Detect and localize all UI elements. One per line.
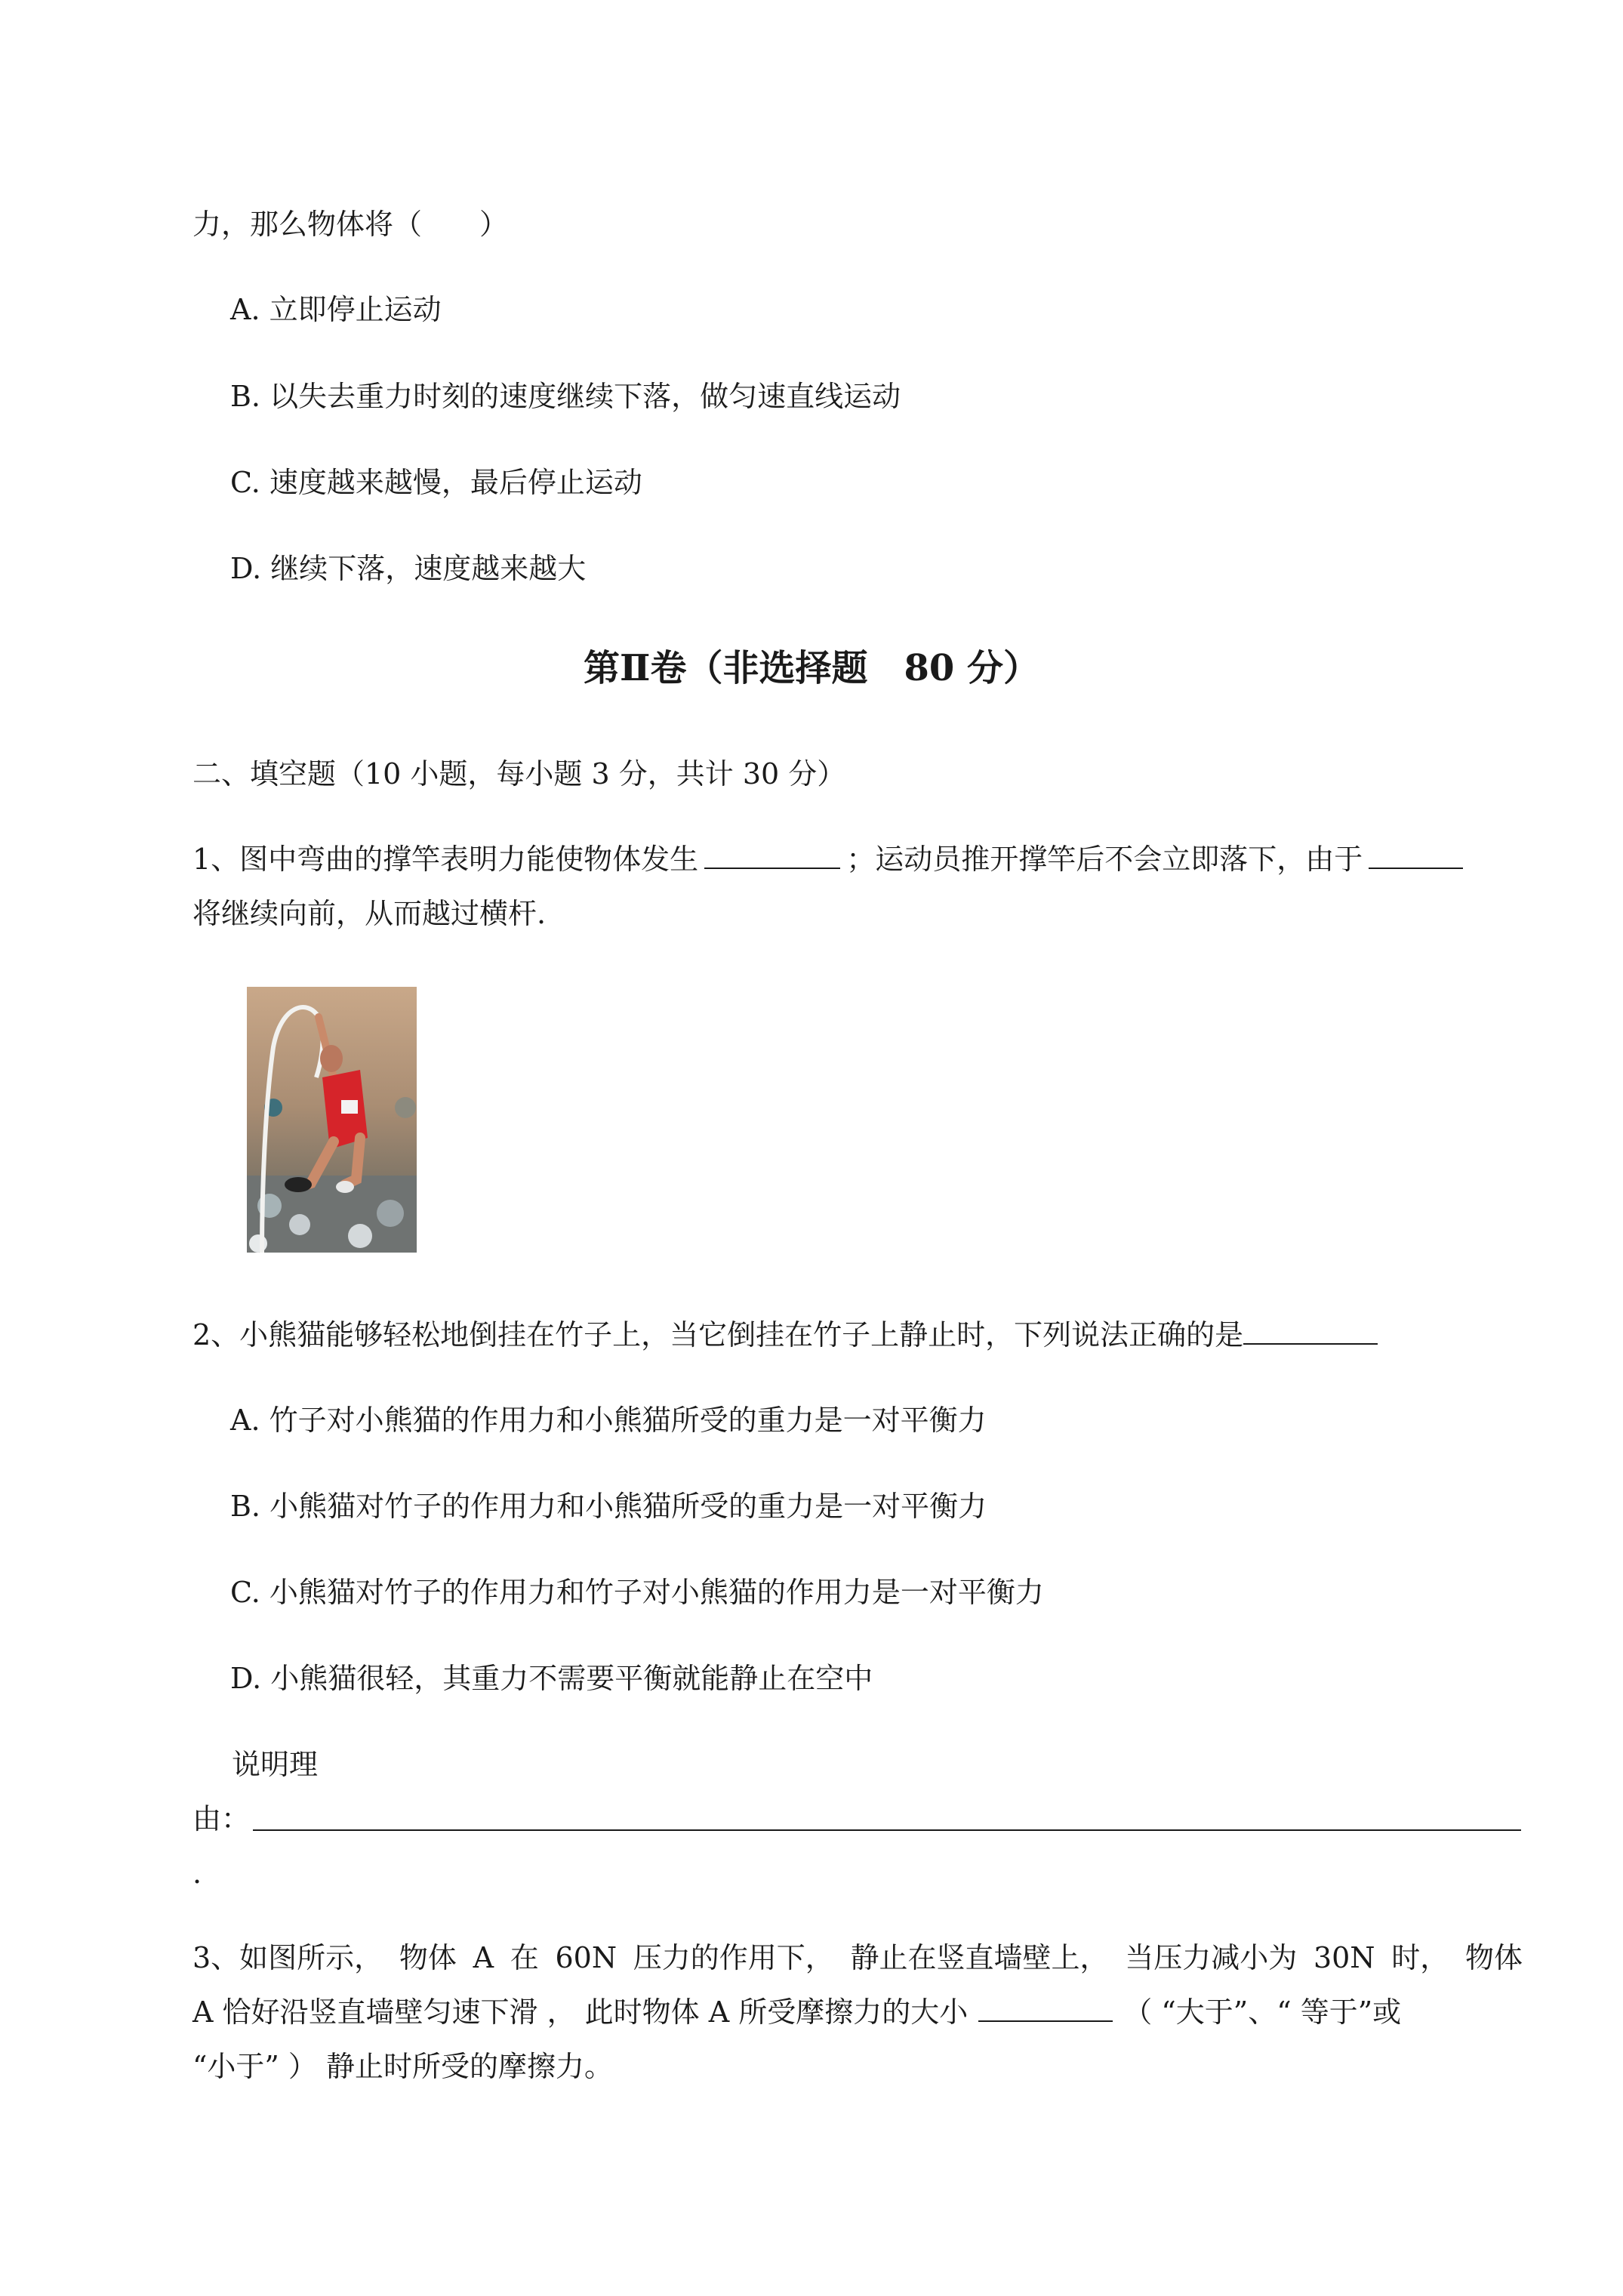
question-3-text-a: A 恰好沿竖直墙壁匀速下滑 ， 此时物体 A 所受摩擦力的大小 xyxy=(192,1996,969,2029)
reason-end: . xyxy=(192,1857,202,1890)
question-1-line-2: 将继续向前，从而越过横杆. xyxy=(192,897,547,930)
answer-blank-1[interactable] xyxy=(704,840,840,869)
reason-label-1: 说明理 xyxy=(232,1748,319,1781)
question-3-line-1-words xyxy=(192,1939,1523,1977)
q3-word: 在 xyxy=(510,1941,539,1974)
question-3-line-2 xyxy=(192,1993,1401,2031)
option-b: B. 以失去重力时刻的速度继续下落，做匀速直线运动 xyxy=(230,380,901,413)
section-title: 第Ⅱ卷（非选择题 80 分） xyxy=(584,647,1039,689)
q3-word: 当压力减小为 xyxy=(1125,1941,1298,1974)
q3-word: 3、如图所示， xyxy=(192,1941,383,1974)
answer-blank-3[interactable] xyxy=(1243,1316,1378,1345)
q2-option-d: D. 小熊猫很轻，其重力不需要平衡就能静止在空中 xyxy=(230,1662,873,1695)
question-3-line-1 xyxy=(192,1939,1523,1977)
question-1-line-1 xyxy=(192,840,1469,878)
pole-vault-photo xyxy=(247,987,417,1253)
q2-option-b: B. 小熊猫对竹子的作用力和小熊猫所受的重力是一对平衡力 xyxy=(230,1490,987,1523)
q3-word: 时， xyxy=(1391,1941,1449,1974)
q2-option-a: A. 竹子对小熊猫的作用力和小熊猫所受的重力是一对平衡力 xyxy=(230,1404,987,1437)
question-2-text: 2、小熊猫能够轻松地倒挂在竹子上，当它倒挂在竹子上静止时，下列说法正确的是 xyxy=(192,1318,1244,1351)
q3-word: 物体 xyxy=(1464,1941,1523,1974)
option-d: D. 继续下落，速度越来越大 xyxy=(230,552,587,585)
q3-word: 物体 xyxy=(399,1941,457,1974)
q3-word: 30N xyxy=(1313,1941,1375,1974)
question-1-text-b: ；运动员推开撑竿后不会立即落下，由于 xyxy=(846,843,1363,876)
part-heading: 二、填空题（10 小题，每小题 3 分，共计 30 分） xyxy=(192,757,846,791)
reason-answer-line[interactable] xyxy=(253,1829,1521,1831)
option-a: A. 立即停止运动 xyxy=(230,293,442,326)
q3-word: A xyxy=(473,1941,494,1974)
question-2-stem xyxy=(192,1316,1384,1354)
answer-blank-2[interactable] xyxy=(1369,840,1463,869)
reason-label-2: 由： xyxy=(192,1802,251,1835)
answer-blank-4[interactable] xyxy=(978,1993,1113,2022)
question-continuation: 力，那么物体将（ ） xyxy=(192,208,509,241)
question-1-text-a: 1、图中弯曲的撑竿表明力能使物体发生 xyxy=(192,843,699,876)
question-3-text-b: （ “大于”、“ 等于”或 xyxy=(1123,1996,1402,2029)
q3-word: 静止在竖直墙壁上， xyxy=(850,1941,1109,1974)
q3-word: 60N xyxy=(555,1941,617,1974)
question-3-line-3: “小于” ） 静止时所受的摩擦力。 xyxy=(192,2050,614,2083)
q2-option-c: C. 小熊猫对竹子的作用力和竹子对小熊猫的作用力是一对平衡力 xyxy=(230,1576,1044,1609)
option-c: C. 速度越来越慢，最后停止运动 xyxy=(230,466,642,499)
q3-word: 压力的作用下， xyxy=(633,1941,834,1974)
